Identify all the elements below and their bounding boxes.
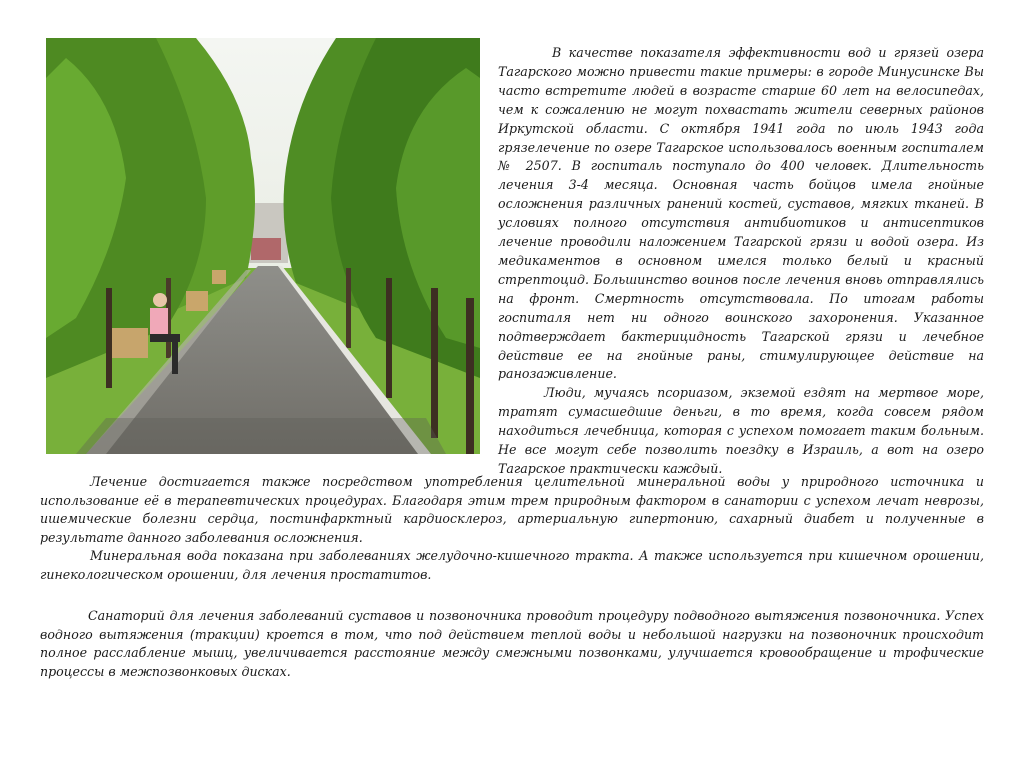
alley-illustration: [46, 38, 480, 454]
bottom-text-block: [40, 473, 984, 585]
paragraph-hospital-history: В качестве показателя эффективности вод и грязей озера Тагарского можно привести такие примеры: в городе Минусинске Вы часто встретите людей в возрасте старше 60 лет на велосипедах, чем к сожалению не могут похвастать жители северных районов Иркутской области. С октября 1941 года по июль 1943 года грязелечение по озере Тагарское использовалось военным госпиталем № 2507. В госпиталь поступало до 400 человек. Длительность лечения 3-4 месяца. Основная часть бойцов имела гнойные осложнения различных ранений костей, суставов, мягких тканей. В условиях полного отсутствия антибиотиков и антисептиков лечение проводили наложением Тагарской грязи и водой озера. Из медикаментов в основном имелся только белый и красный стрептоцид. Большинство воинов после лечения вновь отправлялись на фронт. Смертность отсутствовала. По итогам работы госпиталя нет ни одного воинского захоронения. Указанное подтверждает бактерицидность Тагарской грязи и лечебное действие ее на гнойные раны, стимулирующее действие на ранозаживление.: [498, 45, 984, 382]
traction-text-block: [40, 607, 984, 681]
paragraph-mineral-water-indications: Минеральная вода показана при заболеваниях желудочно-кишечного тракта. А также используется при кишечном орошении, гинекологическом орошении, для лечения простатитов.: [40, 548, 984, 582]
right-text-block: [498, 44, 984, 479]
alley-photo: [46, 38, 480, 454]
paragraph-psoriasis: Люди, мучаясь псориазом, экземой ездят на мертвое море, тратят сумасшедшие деньги, в то время, когда совсем рядом находиться лечебница, которая с успехом помогает таким больным. Не все могут себе позволить поездку в Израиль, а вот на озеро Тагарское практически каждый.: [498, 385, 984, 476]
paragraph-spinal-traction: Санаторий для лечения заболеваний суставов и позвоночника проводит процедуру подводного вытяжения позвоночника. Успех водного вытяжения (тракции) кроется в том, что под действием теплой воды и небольшой нагрузки на позвоночник происходит полное расслабление мышц, увеличивается расстояние между смежными позвонками, улучшается кровообращение и трофические процессы в межпозвонковых дисках.: [40, 608, 984, 679]
paragraph-mineral-water-treatment: Лечение достигается также посредством употребления целительной минеральной воды у природного источника и использование её в терапевтических процедурах. Благодаря этим трем природным фактором в санатории с успехом лечат неврозы, ишемические болезни сердца, постинфарктный кардиосклероз, артериальную гипертонию, сахарный диабет и полученные в результате данного заболевания осложнения.: [40, 474, 984, 545]
